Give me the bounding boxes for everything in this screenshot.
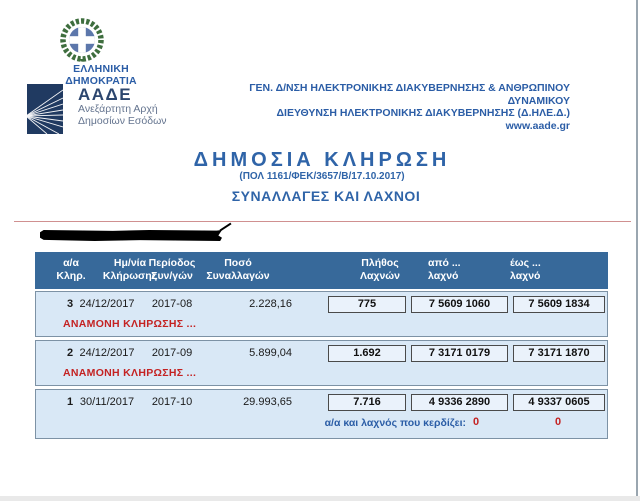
org-header (215, 82, 570, 132)
to-ticket-box: 4 9337 0605 (513, 394, 605, 411)
col-header-period: Περίοδος Συν/γών (148, 257, 196, 282)
redacted-text-bar (40, 230, 222, 241)
col-header-tickets: Πλήθος Λαχνών (359, 257, 401, 282)
window-right-border (636, 0, 638, 501)
draw-number: 2 (66, 347, 74, 359)
table-row (35, 340, 608, 386)
status-pending: ΑΝΑΜΟΝΗ ΚΛΗΡΩΣΗΣ ... (63, 318, 197, 330)
website-link[interactable]: www.aade.gr (505, 119, 570, 132)
tickets-count-box: 7.716 (328, 394, 406, 411)
col-header-aa: α/α Κληρ. (56, 257, 86, 282)
window-bottom-border (0, 496, 640, 501)
org-line2: ΔΙΕΥΘΥΝΣΗ ΗΛΕΚΤΡΟΝΙΚΗΣ ΔΙΑΚΥΒΕΡΝΗΣΗΣ (Δ.ΗΛΕ.Δ.) (276, 107, 570, 119)
col-header-from: από ... λαχνό (428, 257, 461, 282)
aade-logo-icon (27, 84, 63, 139)
period: 2017-09 (151, 347, 193, 359)
table-row (35, 389, 608, 439)
greek-coat-of-arms-icon (59, 18, 105, 69)
amount: 2.228,16 (249, 298, 292, 310)
draw-number: 1 (66, 396, 74, 408)
from-ticket-box: 7 3171 0179 (411, 345, 508, 362)
aade-name-line2: Δημοσίων Εσόδων (78, 115, 167, 127)
aade-acronym: ΑΑΔΕ (78, 85, 133, 104)
winner-ticket-value: 0 (554, 416, 562, 428)
table-header-row (35, 252, 608, 289)
separator-line (14, 221, 631, 222)
amount: 5.899,04 (249, 347, 292, 359)
col-header-to: έως ... λαχνό (510, 257, 541, 282)
org-line1: ΓΕΝ. Δ/ΝΣΗ ΗΛΕΚΤΡΟΝΙΚΗΣ ΔΙΑΚΥΒΕΡΝΗΣΗΣ & ΑΝΘΡΩΠΙΝΟΥ ΔΥΝΑΜΙΚΟΥ (249, 82, 570, 107)
draw-date: 30/11/2017 (79, 396, 135, 408)
aade-name-line1: Ανεξάρτητη Αρχή (78, 103, 158, 115)
redaction-slash (220, 223, 232, 232)
tickets-count-box: 1.692 (328, 345, 406, 362)
period: 2017-08 (151, 298, 193, 310)
tickets-count-box: 775 (328, 296, 406, 313)
page-subtitle: (ΠΟΛ 1161/ΦΕΚ/3657/Β/17.10.2017) (239, 171, 405, 182)
col-header-amount: Ποσό Συναλλαγών (206, 257, 270, 282)
status-pending: ΑΝΑΜΟΝΗ ΚΛΗΡΩΣΗΣ ... (63, 367, 197, 379)
draw-date: 24/12/2017 (79, 298, 135, 310)
hellenic-republic-label: ΕΛΛΗΝΙΚΗ ΔΗΜΟΚΡΑΤΙΑ (65, 63, 137, 87)
col-header-date: Ημ/νία Κλήρωσης (102, 257, 158, 282)
page-title: ΔΗΜΟΣΙΑ ΚΛΗΡΩΣΗ (193, 149, 451, 171)
draw-date: 24/12/2017 (79, 347, 135, 359)
to-ticket-box: 7 5609 1834 (513, 296, 605, 313)
draw-number: 3 (66, 298, 74, 310)
from-ticket-box: 4 9336 2890 (411, 394, 508, 411)
amount: 29.993,65 (243, 396, 292, 408)
table-row (35, 291, 608, 337)
winner-aa-value: 0 (472, 416, 480, 428)
winner-label: α/α και λαχνός που κερδίζει: (324, 417, 466, 429)
period: 2017-10 (151, 396, 193, 408)
from-ticket-box: 7 5609 1060 (411, 296, 508, 313)
section-title: ΣΥΝΑΛΛΑΓΕΣ ΚΑΙ ΛΑΧΝΟΙ (231, 188, 421, 204)
to-ticket-box: 7 3171 1870 (513, 345, 605, 362)
